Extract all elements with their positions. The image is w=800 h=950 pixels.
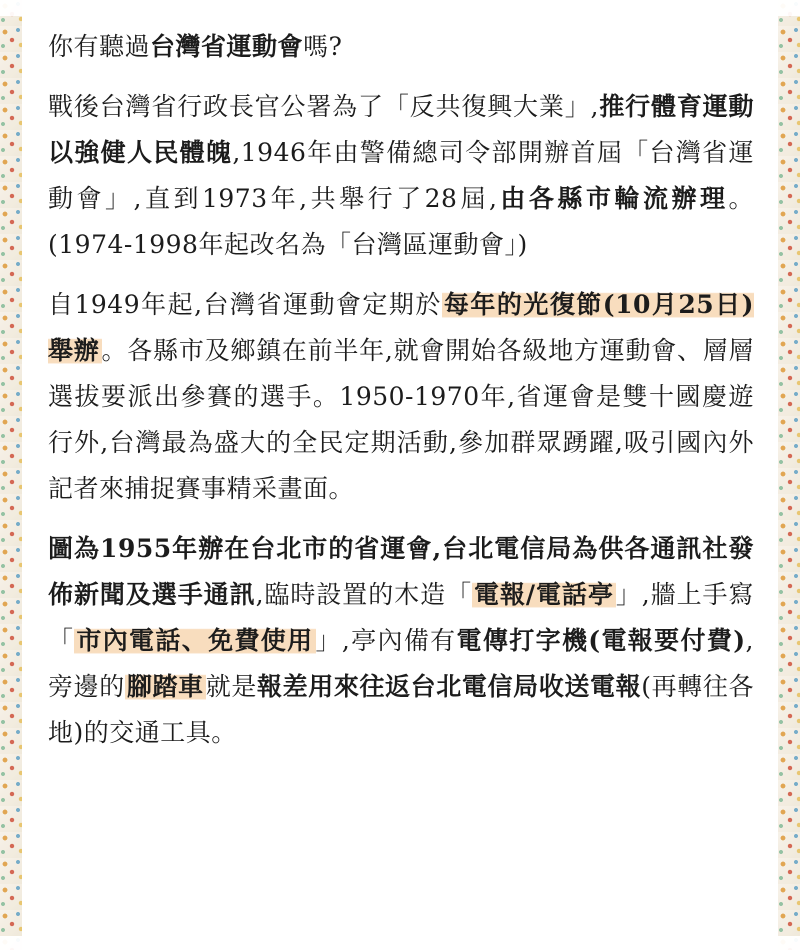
caption-run-9-highlight: 腳踏車 — [126, 672, 204, 701]
history-run-2-emphasis: 推行體育運動以強健人民體魄 — [48, 92, 754, 167]
caption-run-10: 就是 — [205, 672, 257, 701]
schedule-run-1: 自1949年起,台灣省運動會定期於 — [48, 290, 442, 319]
caption-run-6: 」,亭內備有 — [315, 626, 457, 655]
caption-run-8: ,旁邊的 — [48, 626, 754, 701]
schedule-run-3: 。各縣市及鄉鎮在前半年,就會開始各級地方運動會、層層選拔要派出參賽的選手。1950-1970年,省運會是雙十國慶遊行外,台灣最為盛大的全民定期活動,參加群眾踴躍,吸引國內外記者來捕捉賽事精采畫面。 — [48, 336, 754, 503]
caption-run-3-highlight: 電報/電話亭 — [474, 580, 614, 609]
caption-run-11-emphasis: 報差用來往返台北電信局收送電報 — [256, 672, 642, 701]
decorative-border-left — [0, 0, 22, 950]
photo-caption-paragraph — [48, 526, 754, 756]
history-paragraph — [48, 84, 754, 268]
page-margin-top — [0, 0, 800, 16]
article-body — [48, 24, 754, 926]
caption-run-4: 」,牆上手寫「 — [48, 580, 754, 655]
history-run-3: ,1946年由警備總司令部開辦首屆「台灣省運動會」,直到1973年,共舉行了28屆, — [48, 138, 754, 213]
lead-text-part: 你有聽過 — [48, 32, 151, 61]
schedule-paragraph — [48, 282, 754, 512]
decorative-border-right — [778, 0, 800, 950]
caption-run-5-highlight: 市內電話、免費使用 — [76, 626, 314, 655]
page-margin-bottom — [0, 936, 800, 950]
history-run-4-emphasis: 由各縣市輪流辦理 — [497, 184, 729, 213]
schedule-run-2-highlight: 每年的光復節(10月25日)舉辦 — [48, 290, 754, 365]
lead-text-tail: 嗎? — [303, 32, 343, 61]
lead-term-emphasis: 台灣省運動會 — [150, 32, 304, 61]
lead-question-paragraph — [48, 24, 754, 70]
caption-run-12: (再轉往各地)的交通工具。 — [48, 672, 754, 747]
history-run-1: 戰後台灣省行政長官公署為了「反共復興大業」, — [48, 92, 599, 121]
caption-run-2: ,臨時設置的木造「 — [255, 580, 473, 609]
caption-run-7-emphasis: 電傳打字機(電報要付費) — [456, 626, 746, 655]
caption-run-1-emphasis: 圖為1955年辦在台北市的省運會,台北電信局為供各通訊社發佈新聞及選手通訊 — [48, 534, 754, 609]
history-run-5: 。(1974-1998年起改名為「台灣區運動會」) — [48, 184, 754, 259]
